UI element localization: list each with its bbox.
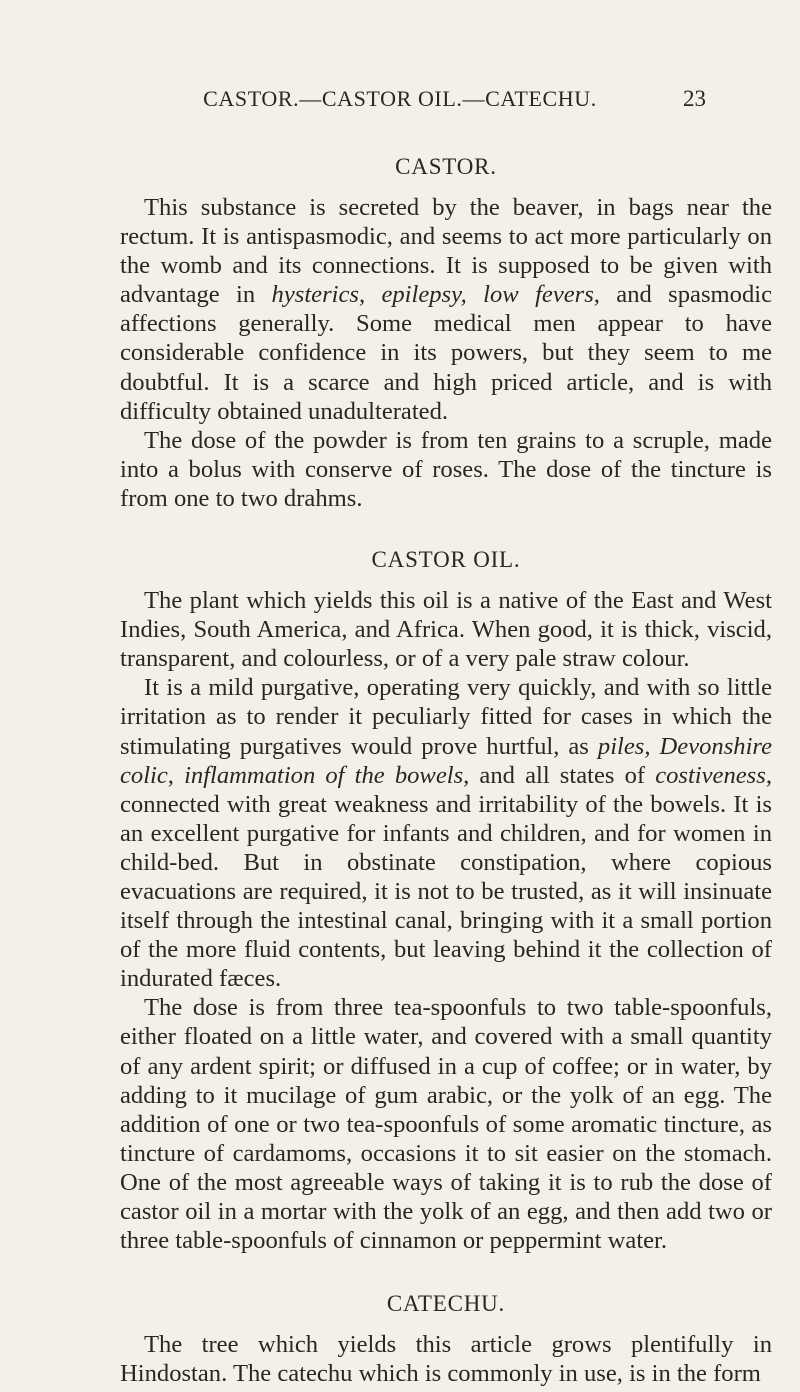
running-header	[0, 86, 800, 116]
paragraph: The plant which yields this oil is a native of the East and West Indies, South America, and Africa. When good, it is thick, viscid, transparent, and colourless, or of a very pale straw colour.	[120, 587, 772, 673]
section-castor	[120, 152, 772, 513]
paragraph: The dose of the powder is from ten grains to a scruple, made into a bolus with conserve of roses. The dose of the tincture is from one to two drahms.	[120, 426, 772, 512]
paragraph: This substance is secreted by the beaver, in bags near the rectum. It is antispasmodic, and seems to act more particularly on the womb and its connections. It is supposed to be given with advantage in hysterics, epilepsy, low fevers, and spasmodic affections generally. Some medical men appear to have considerable confidence in its powers, but they seem to me doubtful. It is a scarce and high priced article, and is with difficulty obtained unadulterated.	[120, 194, 772, 425]
section-heading-castor-oil: CASTOR OIL.	[371, 547, 521, 573]
paragraph: The tree which yields this article grows plentifully in Hindostan. The catechu which is commonly in use, is in the form	[120, 1331, 772, 1388]
running-title: CASTOR.—CASTOR OIL.—CATECHU.	[203, 86, 597, 111]
paragraph: The dose is from three tea-spoonfuls to two table-spoonfuls, either floated on a little water, and covered with a small quantity of any ardent spirit; or diffused in a cup of coffee; or in water, by adding to it mucilage of gum arabic, or the yolk of an egg. The addition of one or two tea-spoonfuls of some aromatic tincture, as tincture of cardamoms, occasions it to sit easier on the stomach. One of the most agreeable ways of taking it is to rub the dose of castor oil in a mortar with the yolk of an egg, and then add two or three table-spoonfuls of cinnamon or peppermint water.	[120, 994, 772, 1255]
section-heading-catechu: CATECHU.	[386, 1291, 506, 1317]
paragraph: It is a mild purgative, operating very quickly, and with so little irritation as to render it peculiarly fitted for cases in which the stimulating purgatives would prove hurtful, as piles, Devonshire colic, inflammation of the bowels, and all states of costiveness, connected with great weakness and irritability of the bowels. It is an excellent purgative for infants and children, and for women in child-bed. But in obstinate constipation, where copious evacuations are required, it is not to be trusted, as it will insinuate itself through the intestinal canal, bringing with it a small portion of the more fluid contents, but leaving behind it the collection of indurated fæces.	[120, 674, 772, 993]
page-content	[120, 152, 772, 1388]
section-catechu	[120, 1289, 772, 1388]
section-castor-oil	[120, 545, 772, 1255]
page-number: 23	[683, 86, 706, 111]
section-heading-castor: CASTOR.	[395, 154, 497, 179]
